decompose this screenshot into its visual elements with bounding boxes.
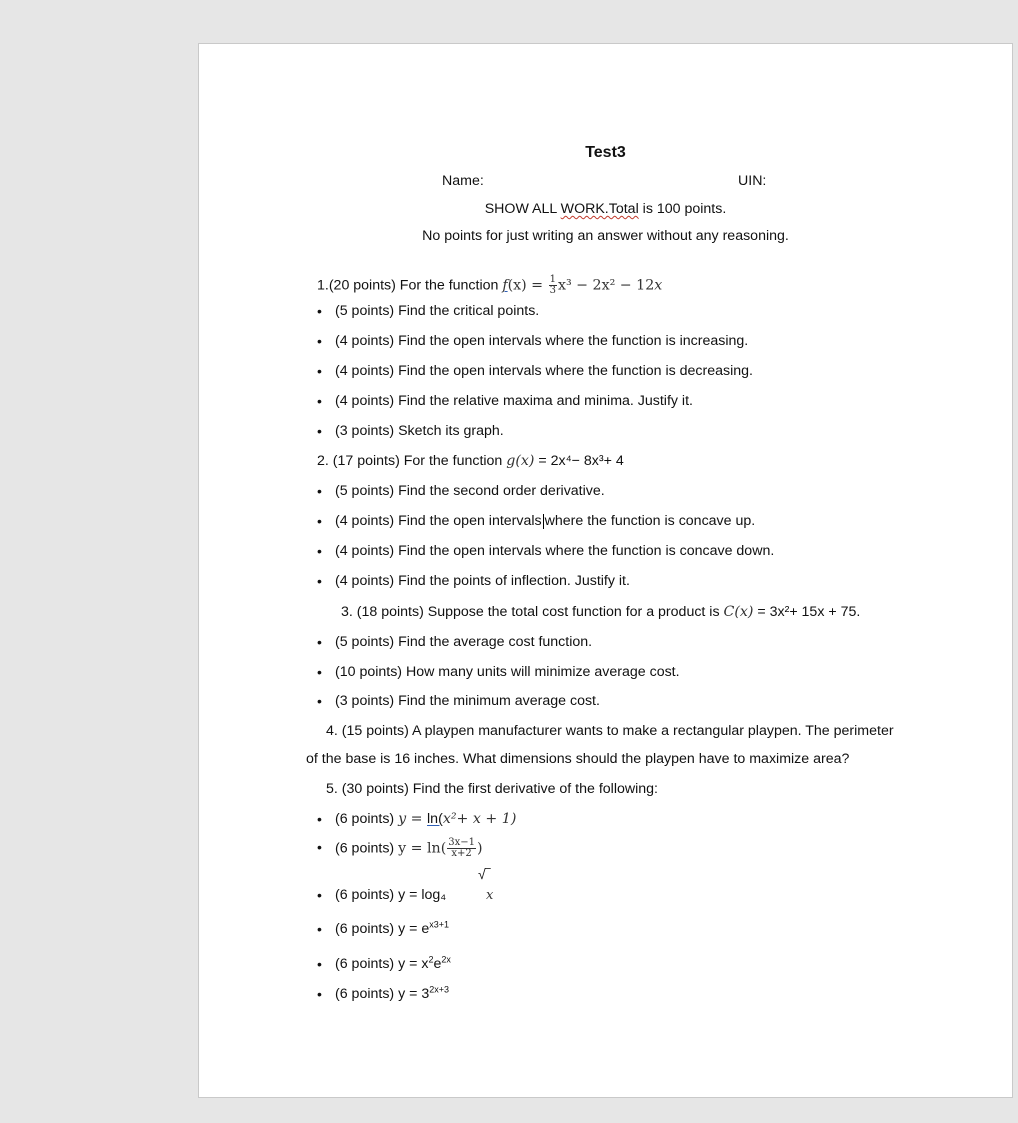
q5-item-6: [317, 985, 449, 1003]
q2-expr: = 2x⁴− 8x³+ 4: [534, 453, 624, 469]
q2-item-2: [317, 512, 755, 530]
q5-item-2: [317, 838, 483, 859]
q5-item-2-num: 3x−1: [448, 837, 475, 848]
q5-item-3-expr: y = log₄: [398, 887, 447, 903]
q5-item-5-sup1: 2: [428, 954, 434, 965]
q5-item-2-frac: [447, 838, 476, 859]
instruction-part-c: is 100 points.: [638, 201, 727, 217]
q5-item-1-ln: ln(: [427, 811, 443, 827]
q1-item-3: • (4 points) Find the open intervals where the function is decreasing.: [317, 362, 753, 380]
q2-item-4: • (4 points) Find the points of inflection. Justify it.: [317, 572, 630, 590]
q3-item-2: • (10 points) How many units will minimize average cost.: [317, 663, 680, 681]
q5-item-1-post: x²+ x + 1): [442, 811, 517, 827]
q5-intro: 5. (30 points) Find the first derivative of the following:: [326, 781, 658, 797]
document-page: [198, 43, 1013, 1098]
q1-item-5: • (3 points) Sketch its graph.: [317, 422, 504, 440]
q5-item-2-pre: y = ln(: [398, 840, 447, 857]
q1-frac-num: 1: [549, 274, 556, 285]
q5-item-4-pts: (6 points): [335, 921, 399, 937]
q5-item-5-pts: (6 points): [335, 956, 399, 972]
q3-item-1: • (5 points) Find the average cost function.: [317, 633, 592, 651]
q5-item-5-expr: y = x: [398, 956, 429, 972]
q1-frac-den: 3: [549, 285, 556, 296]
q5-item-5: [317, 955, 451, 973]
q5-item-6-sup: 2x+3: [429, 984, 450, 995]
q5-item-2-pts: (6 points): [335, 840, 399, 857]
q1-item-4: • (4 points) Find the relative maxima and minima. Justify it.: [317, 392, 693, 410]
q3-intro-text: 3. (18 points) Suppose the total cost function for a product is: [341, 604, 724, 620]
q2-intro: [317, 452, 624, 470]
q5-item-3-x: x: [486, 888, 494, 903]
page-title: Test3: [585, 144, 626, 161]
q5-item-3-sqrt: √‾: [478, 866, 491, 882]
instruction-line: [199, 200, 1012, 218]
q5-item-2-post: ): [476, 840, 483, 857]
q1-func-expr-pre: (x) =: [507, 277, 548, 294]
q2-func: g(x): [506, 453, 535, 469]
q5-item-6-pts: (6 points): [335, 986, 399, 1002]
q2-item-2-b: where the function is concave up.: [544, 513, 756, 529]
q2-intro-text: 2. (17 points) For the function: [317, 453, 507, 469]
text-cursor: [543, 514, 544, 529]
q5-item-5-sup2: 2x: [441, 954, 451, 965]
q5-item-2-den: x+2: [451, 848, 472, 859]
q1-frac: [549, 275, 557, 296]
uin-label: UIN:: [738, 173, 767, 189]
name-label: Name:: [442, 173, 484, 189]
q4-line-1: 4. (15 points) A playpen manufacturer wants to make a rectangular playpen. The perimeter: [326, 723, 894, 739]
q2-item-3: • (4 points) Find the open intervals where the function is concave down.: [317, 542, 774, 560]
q5-item-4: [317, 920, 449, 938]
q3-intro: [341, 603, 860, 621]
instruction-part-a: SHOW ALL: [484, 201, 561, 217]
q5-item-1-pre: y =: [398, 811, 428, 827]
q5-item-5-mid: e: [433, 956, 442, 972]
note-line: No points for just writing an answer without any reasoning.: [422, 228, 789, 244]
q1-item-1: • (5 points) Find the critical points.: [317, 302, 539, 320]
q5-item-4-expr: y = e: [398, 921, 430, 937]
q1-intro-text: 1.(20 points) For the function: [317, 277, 503, 294]
q1-func-name: f: [502, 277, 508, 294]
q3-func: C(x): [723, 604, 754, 620]
q5-item-1: [317, 810, 516, 828]
q5-item-1-pts: (6 points): [335, 811, 399, 827]
q5-item-4-sup: x3+1: [429, 919, 450, 930]
instruction-part-b: WORK.Total: [560, 201, 639, 217]
q2-item-1: • (5 points) Find the second order derivative.: [317, 482, 605, 500]
q1-item-2: • (4 points) Find the open intervals where the function is increasing.: [317, 332, 748, 350]
q5-item-3: [317, 886, 446, 904]
q5-item-3-pts: (6 points): [335, 887, 399, 903]
q3-expr: = 3x²+ 15x + 75.: [753, 604, 861, 620]
q2-item-2-a: (4 points) Find the open intervals: [335, 513, 542, 529]
q1-func-var: x: [654, 277, 663, 294]
q4-line-2: of the base is 16 inches. What dimensions should the playpen have to maximize area?: [306, 751, 850, 767]
q1-func-expr-post: x³ − 2x² − 12: [557, 277, 655, 294]
q1-intro: [317, 275, 662, 296]
q5-item-6-expr: y = 3: [398, 986, 430, 1002]
q3-item-3: • (3 points) Find the minimum average cost.: [317, 692, 600, 710]
